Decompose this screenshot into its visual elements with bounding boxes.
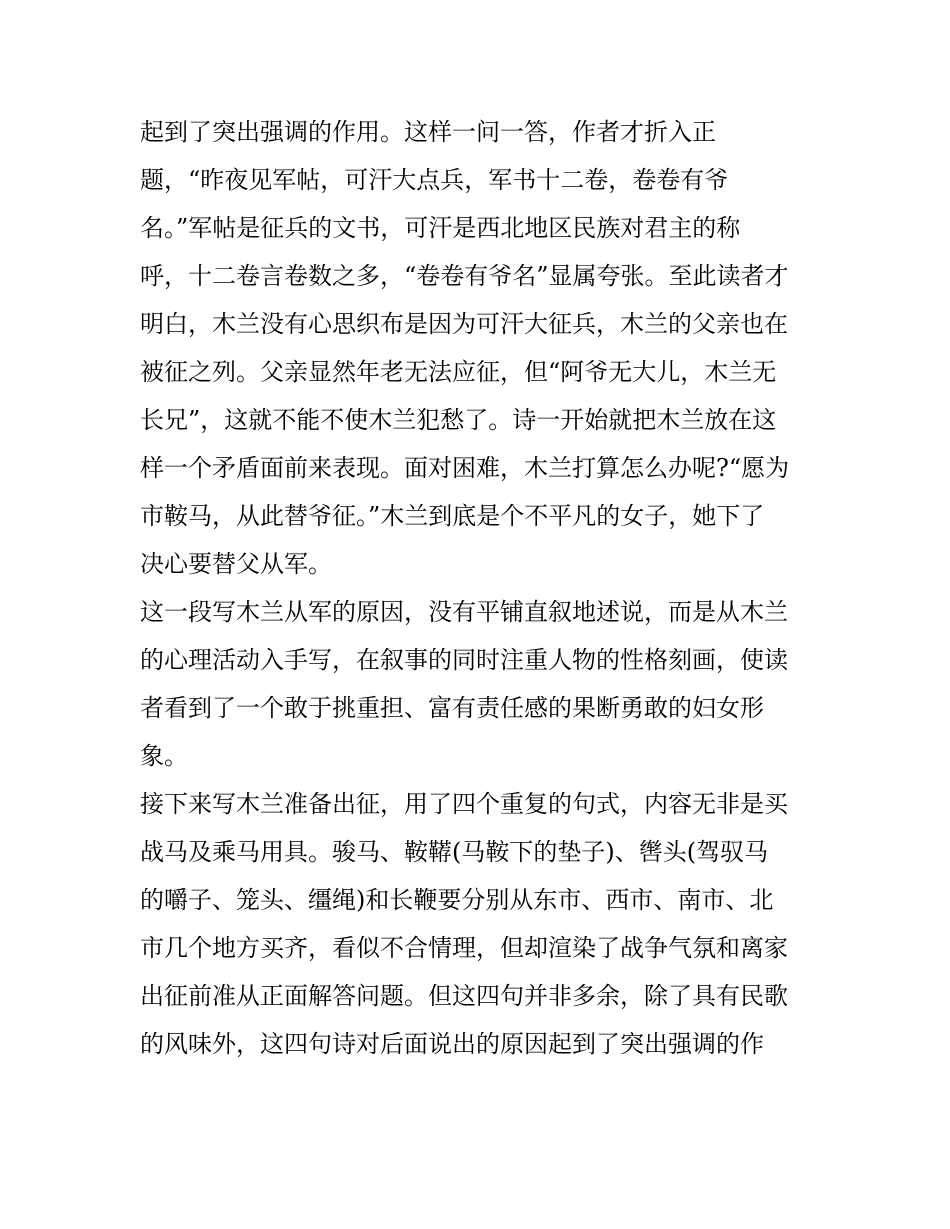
text-line: 市几个地方买齐，看似不合情理，但却渲染了战争气氛和离家: [140, 934, 788, 962]
text-line: 战马及乘马用具。骏马、鞍鞯(马鞍下的垫子)、辔头(驾驭马: [140, 838, 769, 866]
text-line: 名。”军帖是征兵的文书，可汗是西北地区民族对君主的称: [140, 214, 741, 242]
text-line: 题，“昨夜见军帖，可汗大点兵，军书十二卷，卷卷有爷: [140, 166, 729, 194]
text-line: 象。: [140, 742, 188, 770]
text-line: 被征之列。父亲显然年老无法应征，但“阿爷无大儿，木兰无: [140, 358, 777, 386]
text-line: 的嚼子、笼头、缰绳)和长鞭要分别从东市、西市、南市、北: [140, 886, 774, 914]
text-line: 起到了突出强调的作用。这样一问一答，作者才折入正: [140, 118, 716, 146]
text-line: 者看到了一个敢于挑重担、富有责任感的果断勇敢的妇女形: [140, 694, 764, 722]
text-line: 呼，十二卷言卷数之多，“卷卷有爷名”显属夸张。至此读者才: [140, 262, 789, 290]
text-line: 明白，木兰没有心思织布是因为可汗大征兵，木兰的父亲也在: [140, 310, 788, 338]
text-line: 决心要替父从军。: [140, 550, 332, 578]
text-line: 市鞍马，从此替爷征。”木兰到底是个不平凡的女子，她下了: [140, 502, 765, 530]
text-line: 样一个矛盾面前来表现。面对困难，木兰打算怎么办呢?“愿为: [140, 454, 790, 482]
text-line: 的风味外，这四句诗对后面说出的原因起到了突出强调的作: [140, 1030, 764, 1058]
text-line: 长兄”，这就不能不使木兰犯愁了。诗一开始就把木兰放在这: [140, 406, 777, 434]
text-line: 的心理活动入手写，在叙事的同时注重人物的性格刻画，使读: [140, 646, 788, 674]
text-line: 这一段写木兰从军的原因，没有平铺直叙地述说，而是从木兰: [140, 598, 788, 626]
document-body: [140, 108, 840, 1068]
text-line: 出征前准从正面解答问题。但这四句并非多余，除了具有民歌: [140, 982, 788, 1010]
text-line: 接下来写木兰准备出征，用了四个重复的句式，内容无非是买: [140, 790, 788, 818]
